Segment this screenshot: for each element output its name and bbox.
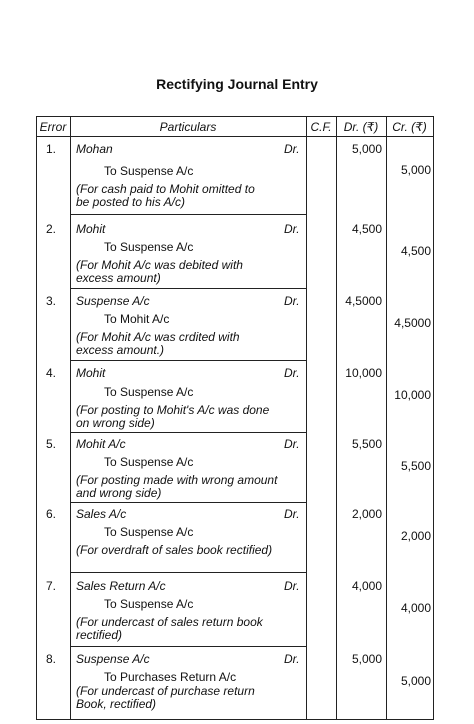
credit-account: To Suspense A/c <box>104 164 194 178</box>
entry-divider <box>70 432 306 433</box>
narration-line: rectified) <box>76 628 123 642</box>
entry-number: 7. <box>46 579 57 593</box>
dr-mark: Dr. <box>284 294 300 308</box>
header-dr: Dr. (₹) <box>343 120 379 134</box>
column-divider <box>70 116 71 720</box>
debit-amount: 4,000 <box>351 579 382 593</box>
entry-divider <box>70 214 306 215</box>
header-divider <box>36 136 434 137</box>
debit-account: Suspense A/c <box>76 652 150 666</box>
credit-account: To Suspense A/c <box>104 240 194 254</box>
narration-line: excess amount) <box>76 271 161 285</box>
dr-mark: Dr. <box>284 366 300 380</box>
debit-account: Sales Return A/c <box>76 579 166 593</box>
entry-number: 1. <box>46 142 57 156</box>
narration-line: (For undercast of sales return book <box>76 615 263 629</box>
entry-divider <box>70 646 306 647</box>
dr-mark: Dr. <box>284 652 300 666</box>
header-cr: Cr. (₹) <box>392 120 427 134</box>
debit-account: Suspense A/c <box>76 294 150 308</box>
entry-divider <box>70 502 306 503</box>
debit-amount: 5,500 <box>351 437 382 451</box>
column-divider <box>306 116 307 720</box>
debit-amount: 4,500 <box>351 222 382 236</box>
credit-amount: 4,500 <box>400 244 431 258</box>
debit-amount: 2,000 <box>351 507 382 521</box>
journal-table <box>36 116 434 720</box>
dr-mark: Dr. <box>284 142 300 156</box>
entry-number: 4. <box>46 366 57 380</box>
entry-number: 5. <box>46 437 57 451</box>
dr-mark: Dr. <box>284 507 300 521</box>
debit-amount: 5,000 <box>351 142 382 156</box>
entry-number: 8. <box>46 652 57 666</box>
narration-line: excess amount.) <box>76 343 165 357</box>
narration-line: (For posting to Mohit's A/c was done <box>76 403 270 417</box>
debit-account: Sales A/c <box>76 507 127 521</box>
credit-account: To Mohit A/c <box>104 312 170 326</box>
dr-mark: Dr. <box>284 437 300 451</box>
narration-line: (For undercast of purchase return <box>76 684 255 698</box>
narration-line: be posted to his A/c) <box>76 195 185 209</box>
entry-number: 3. <box>46 294 57 308</box>
dr-mark: Dr. <box>284 579 300 593</box>
credit-amount: 4,5000 <box>394 316 431 330</box>
header-cf: C.F. <box>310 120 332 134</box>
narration-line: on wrong side) <box>76 416 155 430</box>
narration-line: (For cash paid to Mohit omitted to <box>76 182 255 196</box>
header-particulars: Particulars <box>159 120 217 134</box>
entry-divider <box>70 360 306 361</box>
debit-amount: 4,5000 <box>345 294 382 308</box>
entry-divider <box>70 572 306 573</box>
debit-account: Mohit A/c <box>76 437 126 451</box>
entry-number: 2. <box>46 222 57 236</box>
narration-line: and wrong side) <box>76 486 162 500</box>
credit-amount: 10,000 <box>394 388 431 402</box>
debit-amount: 10,000 <box>345 366 382 380</box>
table-border-top <box>36 116 434 117</box>
debit-account: Mohit <box>76 366 106 380</box>
credit-account: To Suspense A/c <box>104 597 194 611</box>
credit-amount: 5,500 <box>400 459 431 473</box>
credit-account: To Suspense A/c <box>104 385 194 399</box>
credit-amount: 2,000 <box>400 529 431 543</box>
debit-amount: 5,000 <box>351 652 382 666</box>
entry-number: 6. <box>46 507 57 521</box>
column-divider <box>336 116 337 720</box>
entry-divider <box>70 288 306 289</box>
narration-line: Book, rectified) <box>76 697 157 711</box>
credit-amount: 5,000 <box>400 674 431 688</box>
column-divider <box>386 116 387 720</box>
debit-account: Mohan <box>76 142 113 156</box>
table-border-bottom <box>36 719 434 720</box>
table-border-right <box>433 116 434 720</box>
narration-line: (For posting made with wrong amount <box>76 473 278 487</box>
narration-line: (For Mohit A/c was debited with <box>76 258 243 272</box>
credit-account: To Suspense A/c <box>104 455 194 469</box>
debit-account: Mohit <box>76 222 106 236</box>
header-error: Error <box>39 120 67 134</box>
credit-amount: 5,000 <box>400 163 431 177</box>
dr-mark: Dr. <box>284 222 300 236</box>
credit-account: To Suspense A/c <box>104 525 194 539</box>
credit-account: To Purchases Return A/c <box>104 670 237 684</box>
table-border-left <box>36 116 37 720</box>
credit-amount: 4,000 <box>400 601 431 615</box>
narration-line: (For overdraft of sales book rectified) <box>76 543 273 557</box>
narration-line: (For Mohit A/c was crdited with <box>76 330 240 344</box>
page-title: Rectifying Journal Entry <box>156 76 318 92</box>
